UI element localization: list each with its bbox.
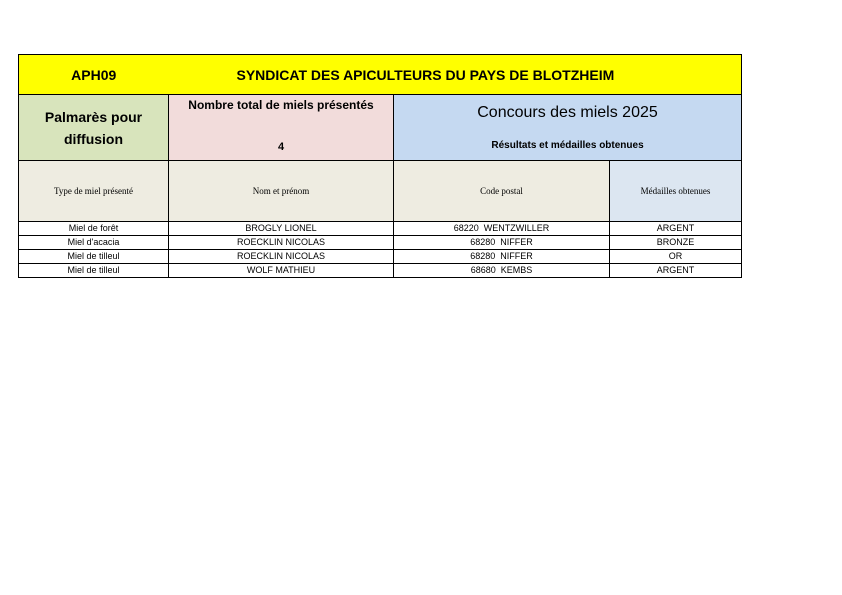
honey-type-cell: Miel d'acacia: [19, 236, 169, 250]
total-honeys-value: 4: [277, 141, 285, 153]
contest-title: Concours des miels 2025: [477, 104, 658, 121]
info-band: [19, 95, 742, 161]
association-title: SYNDICAT DES APICULTEURS DU PAYS DE BLOTZHEIM: [169, 55, 742, 95]
table-row: [19, 264, 742, 278]
postal-code-cell: 68280 NIFFER: [394, 250, 610, 264]
honey-type-cell: Miel de tilleul: [19, 264, 169, 278]
total-honeys-cell: [169, 95, 394, 161]
name-cell: BROGLY LIONEL: [169, 222, 394, 236]
column-header-medals: Médailles obtenues: [610, 161, 742, 222]
column-header-honey-type: Type de miel présenté: [19, 161, 169, 222]
postal-code-cell: 68280 NIFFER: [394, 236, 610, 250]
column-header-name: Nom et prénom: [169, 161, 394, 222]
association-code: APH09: [19, 55, 169, 95]
medal-cell: OR: [610, 250, 742, 264]
postal-code-cell: 68220 WENTZWILLER: [394, 222, 610, 236]
medal-cell: ARGENT: [610, 264, 742, 278]
results-sheet: [18, 54, 741, 278]
name-cell: ROECKLIN NICOLAS: [169, 250, 394, 264]
honey-type-cell: Miel de forêt: [19, 222, 169, 236]
name-cell: WOLF MATHIEU: [169, 264, 394, 278]
honey-type-cell: Miel de tilleul: [19, 250, 169, 264]
palmares-line-2: diffusion: [63, 130, 124, 147]
table-row: [19, 236, 742, 250]
medal-cell: BRONZE: [610, 236, 742, 250]
column-header-row: [19, 161, 742, 222]
table-row: [19, 222, 742, 236]
medal-cell: ARGENT: [610, 222, 742, 236]
table-row: [19, 250, 742, 264]
title-band: [19, 55, 742, 95]
results-table: [18, 54, 742, 278]
palmares-line-1: Palmarès pour: [44, 108, 143, 125]
postal-code-cell: 68680 KEMBS: [394, 264, 610, 278]
column-header-postal-code: Code postal: [394, 161, 610, 222]
name-cell: ROECKLIN NICOLAS: [169, 236, 394, 250]
palmares-label: [19, 95, 169, 161]
contest-subtitle: Résultats et médailles obtenues: [491, 140, 644, 151]
total-honeys-label: Nombre total de miels présentés: [188, 98, 374, 112]
contest-cell: [394, 95, 742, 161]
